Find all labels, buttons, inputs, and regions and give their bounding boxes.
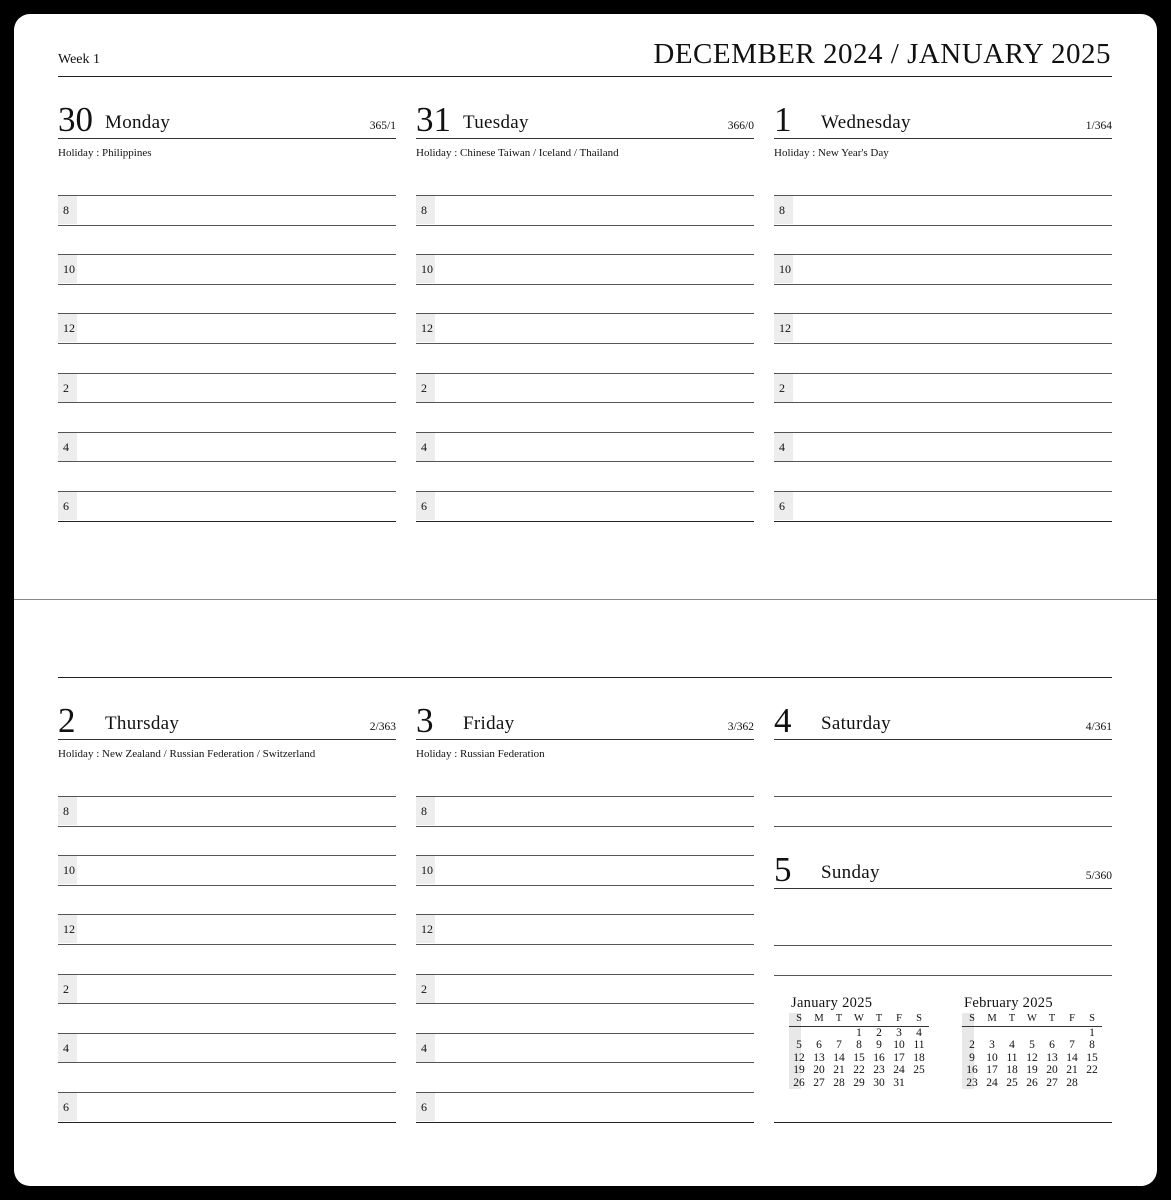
hour-label: 2 [416,374,435,402]
day-monday [58,90,396,513]
holiday-note: Holiday : Russian Federation [416,748,545,760]
date: 8 [1089,1039,1095,1051]
hour-label: 10 [416,856,435,884]
weekday-header [962,1013,1102,1027]
date: 25 [1006,1076,1018,1089]
week-row [962,1077,1102,1090]
line [774,225,1112,226]
week-row [789,1064,929,1077]
hour-label: 8 [416,797,435,825]
date [789,1027,809,1040]
date [1002,1027,1022,1040]
line [774,826,1112,827]
date [982,1027,1002,1040]
date [1042,1027,1062,1040]
day-tuesday [416,90,754,513]
date: 4 [1009,1039,1015,1051]
day-wednesday [774,90,1112,513]
weekday: T [1008,1013,1016,1024]
line [58,1033,396,1034]
hour-label: 12 [58,314,77,342]
week-row [789,1027,929,1040]
line [416,1092,754,1093]
mini-calendar-title: February 2025 [964,995,1053,1011]
date: 13 [813,1051,825,1064]
date: 24 [893,1064,905,1076]
day-name: Monday [105,112,171,133]
line [774,284,1112,285]
hour-label: 12 [416,915,435,943]
mini-calendar-february [962,995,1102,1089]
hour-label: 8 [58,797,77,825]
line [774,402,1112,403]
day-number: 5 [774,850,792,889]
date: 18 [913,1051,925,1064]
day-header [416,691,754,740]
date [909,1077,929,1090]
hour-label: 8 [58,196,77,224]
hour-label: 8 [774,196,793,224]
date: 31 [893,1076,905,1089]
line [58,195,396,196]
date: 1 [1089,1026,1095,1039]
line [58,1062,396,1063]
date: 24 [986,1076,998,1089]
holiday-note: Holiday : Philippines [58,147,152,159]
week-row [789,1039,929,1052]
weekday: M [987,1013,997,1024]
line [774,254,1112,255]
date: 10 [893,1039,905,1051]
day-count: 5/360 [1085,870,1112,882]
day-number: 30 [58,100,93,139]
line [58,1092,396,1093]
hour-label: 12 [774,314,793,342]
hour-label: 2 [416,975,435,1003]
hour-label: 10 [58,255,77,283]
date: 6 [816,1039,822,1051]
date: 23 [873,1064,885,1076]
hour-label: 10 [416,255,435,283]
line [58,914,396,915]
date: 1 [856,1026,862,1039]
line [416,826,754,827]
date: 9 [969,1051,975,1064]
date: 12 [793,1051,805,1064]
day-number: 31 [416,100,451,139]
hour-label: 12 [58,915,77,943]
date: 10 [986,1051,998,1064]
line [416,402,754,403]
date: 19 [793,1064,805,1076]
mini-calendar-grid [962,1013,1102,1089]
line [416,1003,754,1004]
weekday-header [789,1013,929,1027]
date: 11 [913,1039,925,1051]
date: 26 [1026,1076,1038,1089]
date [1062,1027,1082,1040]
line [416,885,754,886]
weekday: T [1048,1013,1056,1024]
day-thursday [58,691,396,1114]
day-name: Wednesday [821,112,911,133]
line [58,461,396,462]
weekday: S [969,1013,975,1024]
weekday: S [1089,1013,1095,1024]
date: 27 [813,1076,825,1089]
line [416,1122,754,1123]
line [416,491,754,492]
hour-label: 6 [416,1093,435,1121]
line [416,254,754,255]
date: 7 [836,1039,842,1051]
day-number: 3 [416,701,434,740]
date: 11 [1006,1051,1018,1064]
date: 20 [1046,1064,1058,1076]
day-name: Friday [463,713,515,734]
line [58,796,396,797]
date: 14 [1066,1051,1078,1064]
line [58,885,396,886]
date: 21 [833,1064,845,1076]
line [774,432,1112,433]
hour-label: 2 [774,374,793,402]
hour-label: 2 [58,374,77,402]
mini-calendar-title: January 2025 [791,995,873,1011]
holiday-note: Holiday : New Zealand / Russian Federation / Switzerland [58,748,316,760]
weekday: M [814,1013,824,1024]
line [58,373,396,374]
day-number: 2 [58,701,76,740]
title-rule [58,76,1112,77]
line [416,195,754,196]
date: 18 [1006,1064,1018,1076]
date [1082,1077,1102,1090]
line [416,855,754,856]
line [416,1033,754,1034]
line [416,225,754,226]
date: 26 [793,1076,805,1089]
day-saturday [774,691,1112,740]
hour-label: 4 [416,1034,435,1062]
date: 15 [1086,1051,1098,1064]
line [416,521,754,522]
diary-page [14,14,1157,1186]
hour-label: 6 [58,492,77,520]
line [774,313,1112,314]
hour-label: 6 [58,1093,77,1121]
day-count: 365/1 [369,120,396,132]
line [58,491,396,492]
date: 22 [1086,1064,1098,1076]
line [416,284,754,285]
line [58,343,396,344]
date: 3 [896,1026,902,1039]
weekday: S [916,1013,922,1024]
hour-label: 6 [416,492,435,520]
hour-label: 10 [58,856,77,884]
line [58,432,396,433]
date: 16 [966,1064,978,1076]
line [416,343,754,344]
line [416,944,754,945]
line [58,944,396,945]
week-row [962,1064,1102,1077]
day-count: 1/364 [1085,120,1112,132]
date: 16 [873,1051,885,1064]
day-name: Tuesday [463,112,529,133]
day-header [774,90,1112,139]
line [416,974,754,975]
date: 2 [969,1039,975,1051]
day-count: 2/363 [369,721,396,733]
line [416,914,754,915]
date: 5 [1029,1039,1035,1051]
date: 22 [853,1064,865,1076]
date: 23 [966,1076,978,1089]
date: 8 [856,1039,862,1051]
hour-label: 10 [774,255,793,283]
day-friday [416,691,754,1114]
weekday: S [796,1013,802,1024]
week-row [789,1077,929,1090]
line [58,974,396,975]
day-header [58,691,396,740]
line [58,313,396,314]
date [829,1027,849,1040]
date: 2 [876,1026,882,1039]
day-count: 366/0 [727,120,754,132]
date: 17 [893,1051,905,1064]
week-row [962,1039,1102,1052]
weekday: W [1027,1013,1037,1024]
page-title: DECEMBER 2024 / JANUARY 2025 [653,38,1111,70]
weekday: F [1069,1013,1075,1024]
date: 4 [916,1026,922,1039]
date: 28 [1066,1076,1078,1089]
date: 14 [833,1051,845,1064]
line [416,373,754,374]
line [416,461,754,462]
weekday: W [854,1013,864,1024]
day-count: 3/362 [727,721,754,733]
date [809,1027,829,1040]
lower-top-rule [58,677,1112,678]
weekday: T [875,1013,883,1024]
week-row [789,1052,929,1065]
line [416,313,754,314]
holiday-note: Holiday : New Year's Day [774,147,889,159]
hour-label: 4 [416,433,435,461]
line [58,826,396,827]
hour-label: 4 [58,433,77,461]
line [774,796,1112,797]
line [58,225,396,226]
date: 12 [1026,1051,1038,1064]
date: 29 [853,1076,865,1089]
week-row [962,1027,1102,1040]
line [58,1003,396,1004]
week-row [962,1052,1102,1065]
line [774,195,1112,196]
date: 5 [796,1039,802,1051]
date: 20 [813,1064,825,1076]
date: 30 [873,1076,885,1089]
hour-label: 4 [58,1034,77,1062]
line [774,343,1112,344]
line [774,945,1112,946]
mini-calendar-grid [789,1013,929,1089]
hour-label: 2 [58,975,77,1003]
date: 6 [1049,1039,1055,1051]
date: 19 [1026,1064,1038,1076]
mini-calendar-january [789,995,929,1089]
line [774,461,1112,462]
line [58,254,396,255]
page-fold-divider [14,599,1157,600]
line [774,521,1112,522]
weekday: F [896,1013,902,1024]
date [1022,1027,1042,1040]
line [774,373,1112,374]
day-count: 4/361 [1085,721,1112,733]
day-header [774,840,1112,889]
day-header [774,691,1112,740]
hour-label: 6 [774,492,793,520]
hour-label: 4 [774,433,793,461]
date: 21 [1066,1064,1078,1076]
day-name: Sunday [821,862,880,883]
line [58,855,396,856]
hour-label: 8 [416,196,435,224]
date: 25 [913,1064,925,1076]
line [774,491,1112,492]
hour-label: 12 [416,314,435,342]
line [416,1062,754,1063]
day-sunday [774,840,1112,889]
day-number: 4 [774,701,792,740]
line [58,1122,396,1123]
line [416,432,754,433]
line [58,402,396,403]
date: 7 [1069,1039,1075,1051]
day-header [416,90,754,139]
weekend-bottom-rule [774,1122,1112,1123]
line [58,284,396,285]
date: 13 [1046,1051,1058,1064]
weekday: T [835,1013,843,1024]
date: 15 [853,1051,865,1064]
date: 3 [989,1039,995,1051]
holiday-note: Holiday : Chinese Taiwan / Iceland / Thailand [416,147,619,159]
date [962,1027,982,1040]
date: 9 [876,1039,882,1051]
day-header [58,90,396,139]
line [416,796,754,797]
day-name: Thursday [105,713,180,734]
week-label: Week 1 [58,52,101,67]
day-name: Saturday [821,713,891,734]
date: 27 [1046,1076,1058,1089]
day-number: 1 [774,100,792,139]
date: 28 [833,1076,845,1089]
line [774,975,1112,976]
date: 17 [986,1064,998,1076]
line [58,521,396,522]
